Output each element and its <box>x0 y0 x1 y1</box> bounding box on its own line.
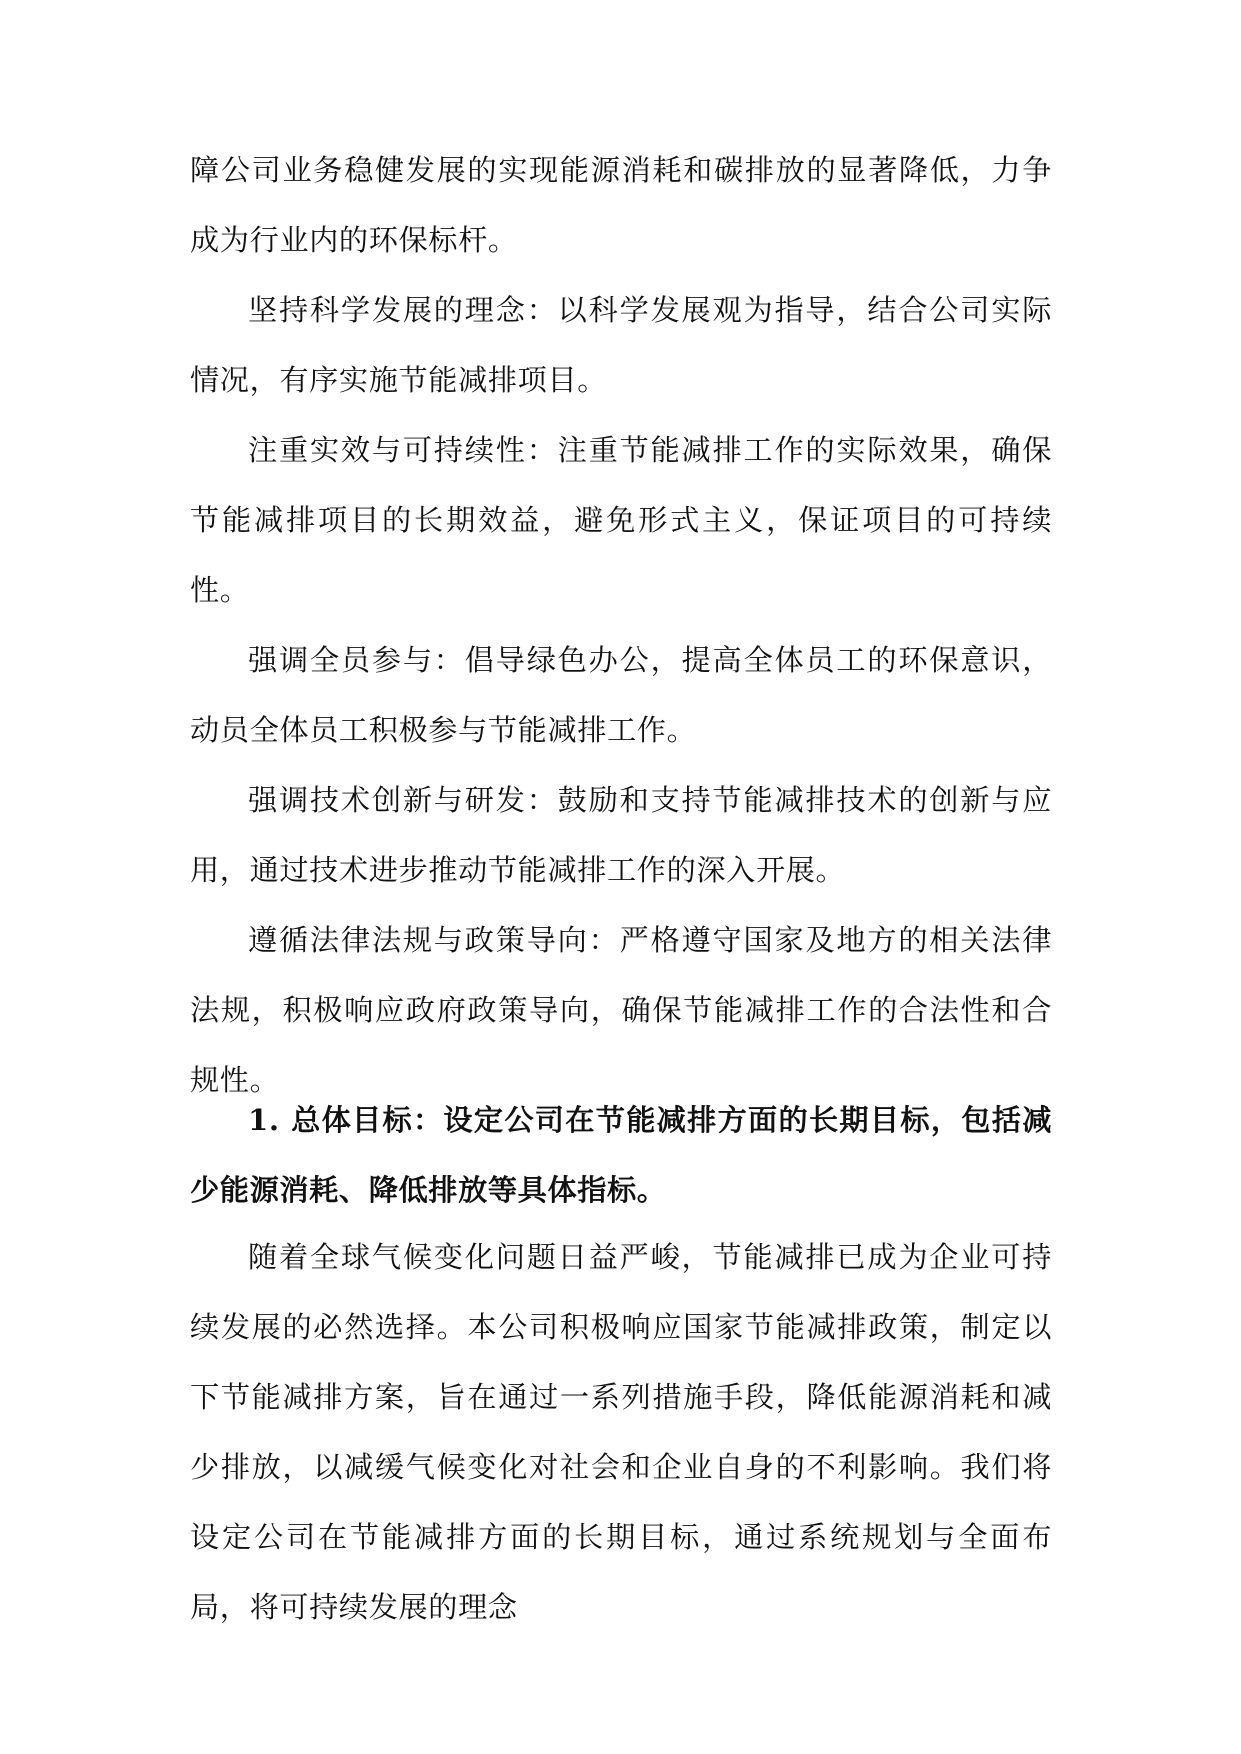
section-heading: 1. 总体目标：设定公司在节能减排方面的长期目标，包括减少能源消耗、降低排放等具体指标。 <box>190 1103 1052 1207</box>
principle-paragraph: 注重实效与可持续性：注重节能减排工作的实际效果，确保节能减排项目的长期效益，避免形式主义，保证项目的可持续性。 <box>190 433 1052 607</box>
opening-paragraph: 障公司业务稳健发展的实现能源消耗和碳排放的显著降低，力争成为行业内的环保标杆。 <box>190 153 1052 257</box>
principle-paragraph: 遵循法律法规与政策导向：严格遵守国家及地方的相关法律法规，积极响应政府政策导向，确保节能减排工作的合法性和合规性。 <box>190 923 1052 1097</box>
principles-section <box>190 135 1052 1115</box>
principle-paragraph: 坚持科学发展的理念：以科学发展观为指导，结合公司实际情况，有序实施节能减排项目。 <box>190 293 1052 397</box>
principle-paragraph: 强调技术创新与研发：鼓励和支持节能减排技术的创新与应用，通过技术进步推动节能减排工作的深入开展。 <box>190 783 1052 887</box>
goals-heading-block <box>190 1085 1052 1225</box>
principle-paragraph: 强调全员参与：倡导绿色办公，提高全体员工的环保意识，动员全体员工积极参与节能减排工作。 <box>190 643 1052 747</box>
body-paragraph: 随着全球气候变化问题日益严峻，节能减排已成为企业可持续发展的必然选择。本公司积极响应国家节能减排政策，制定以下节能减排方案，旨在通过一系列措施手段，降低能源消耗和减少排放，以减缓气候变化对社会和企业自身的不利影响。我们将设定公司在节能减排方面的长期目标，通过系统规划与全面布局，将可持续发展的理念 <box>190 1240 1052 1624</box>
goals-body-block <box>190 1222 1052 1642</box>
